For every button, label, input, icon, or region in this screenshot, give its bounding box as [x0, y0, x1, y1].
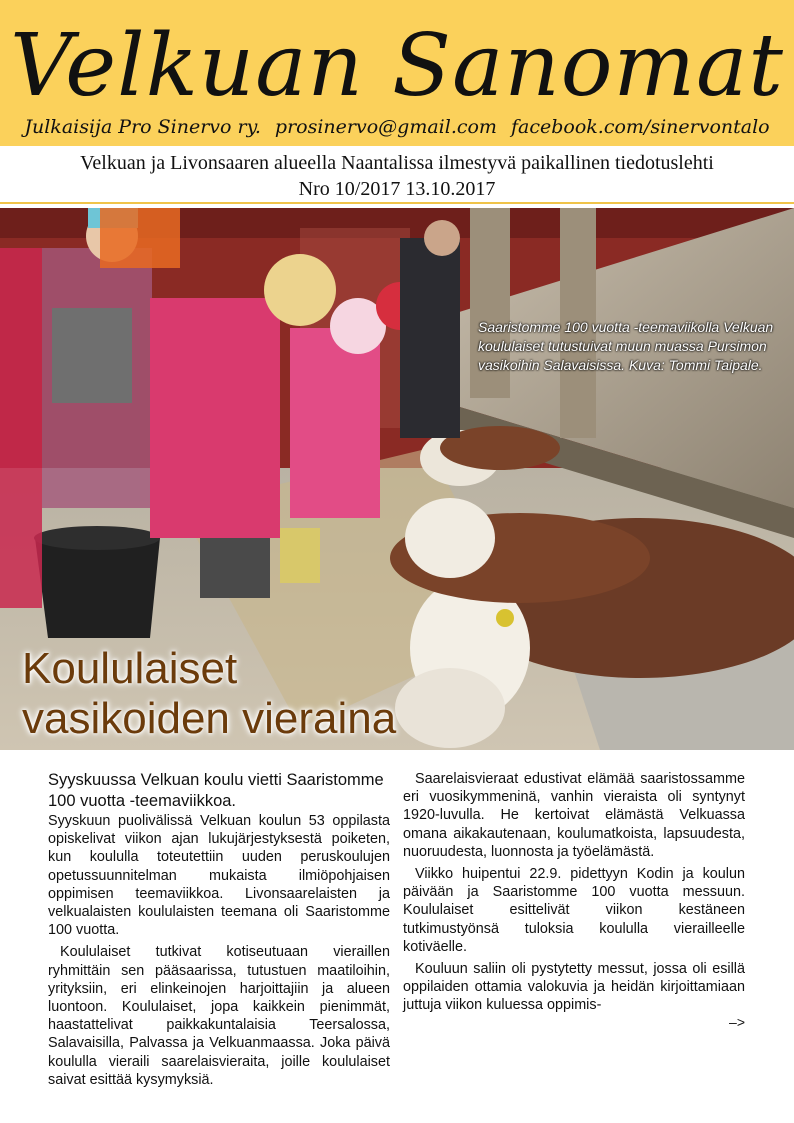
article-column-left [48, 770, 390, 1089]
newspaper-title: Velkuan Sanomat [10, 16, 784, 116]
publisher-line [0, 114, 794, 140]
article-paragraph: Viikko huipentui 22.9. pidettyyn Kodin ja koulun päivään ja Saaristomme 100 vuotta messuun. Koululaiset esittelivät viikon kestäneen tutkimustyönsä tuloksia koululla vierailleelle kotiväelle. [403, 866, 745, 955]
article-paragraph: Kouluun saliin oli pystytetty messut, jossa oli esillä oppilaiden ottamia valokuvia ja heidän kirjoittamiaan juttuja viikon kuluessa oppimis- [403, 961, 745, 1014]
article-column-right [403, 770, 745, 1029]
article-paragraph: Koululaiset tutkivat kotiseutuaan vieraillen ryhmittäin sen pääsaarissa, tutustuen maatiloihin, yrityksiin, eri elinkeinojen harjoittajiin ja alueen luontoon. Koululaiset, jopa kaikkein pienimmät, haastattelivat paikkakuntalaisia Teersalossa, Salavaisilla, Palvassa ja Velkuanmaassa. Joka päivä koululla vieraili saarelaisvieraita, joille koululaiset saivat esittää kysymyksiä. [48, 944, 390, 1088]
publisher-facebook[interactable]: facebook.com/sinervontalo [511, 116, 770, 138]
article-headline [22, 644, 582, 744]
issue-number-date: Nro 10/2017 13.10.2017 [298, 178, 496, 200]
masthead [0, 0, 794, 146]
headline-line-1: Koululaiset [22, 644, 238, 693]
publisher-name: Julkaisija Pro Sinervo ry. [24, 116, 261, 138]
divider [0, 202, 794, 204]
newspaper-subtitle: Velkuan ja Livonsaaren alueella Naantalissa ilmestyvä paikallinen tiedotuslehti [80, 152, 714, 174]
article-lead: Syyskuussa Velkuan koulu vietti Saaristomme 100 vuotta -teemaviikkoa. [48, 771, 384, 810]
continued-arrow: –> [729, 1013, 745, 1030]
photo-caption: Saaristomme 100 vuotta -teemaviikolla Velkuan koululaiset tutustuivat muun muassa Pursimon vasikoihin Salavaisissa. Kuva: Tommi Taipale. [478, 319, 774, 373]
headline-line-2: vasikoiden vieraina [22, 694, 397, 743]
article-paragraph: Syyskuun puolivälissä Velkuan koulun 53 oppilasta opiskelivat viikon ajan lukujärjestyksestä poiketen, kun koululla toteutettiin uuden peruskoulujen opetussuunnitelman mukaista ilmiöpohjaisen oppimisen teemaviikkoa. Livonsaarelaisten ja velkualaisten koululaisten teemana oli Saaristomme 100 vuotta. [48, 813, 390, 939]
article-paragraph: Saarelaisvieraat edustivat elämää saaristossamme eri vuosikymmeninä, vanhin vieraista oli syntynyt 1920-luvulla. He kertoivat elämästä Velkuassa omana aikakautenaan, koulumatkoista, lapsuudesta, nuoruudesta, luonnosta ja työelämästä. [403, 771, 745, 860]
publisher-email[interactable]: prosinervo@gmail.com [274, 116, 497, 138]
